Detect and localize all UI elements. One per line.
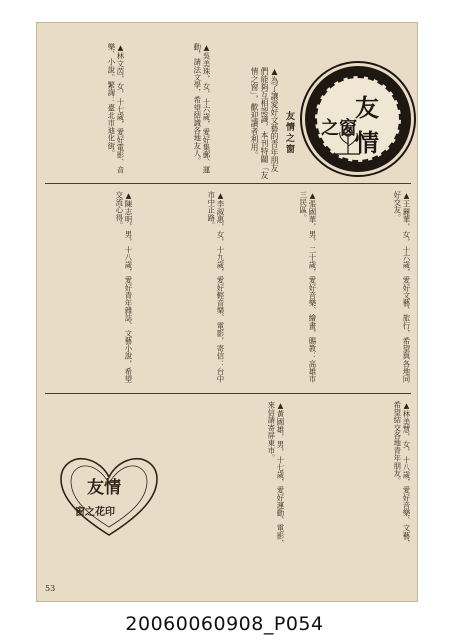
page-number: 53	[45, 584, 56, 593]
intro-text: ▲為了讓愛好文藝的青年朋友們能夠互相認識，本刊特闢「友情之窗」，歡迎讀者利用。	[250, 67, 279, 179]
emblem-inner	[315, 76, 401, 162]
listing-column: ▲陳志明，男，十八歲，愛好青年雜誌、文藝小說，希望交流心得。	[114, 191, 133, 383]
listing-column: ▲王麗華，女，十六歲，愛好文藝、旅行，希望與各地同好交友。	[392, 191, 411, 383]
flower-icon	[331, 124, 365, 156]
listing-column: ▲吳美珠，女，十六歲，愛好集郵、運動，請法文學，希望結識各地友人。	[192, 43, 211, 174]
friendship-window-emblem	[302, 63, 414, 175]
listing-column: ▲林文苬，女，十七歲，愛好電影、音樂、小說。繁諊：臺北市迪化街。	[106, 43, 125, 174]
section-divider-1	[45, 183, 411, 184]
magazine-page	[36, 22, 418, 602]
listing-column: ▲李淑惠，女，十九歲，愛好輕音樂、電影，寄信：台中市中正路。	[206, 191, 225, 383]
section-divider-2	[45, 393, 411, 394]
listing-column: ▲林美慧，女，十八歲，愛好音樂、文藝，希望結交各地青年朋友。	[392, 401, 411, 547]
listing-column: ▲張國華，男，二十歲，愛好音樂、繪畫，賜教：高雄市三民區。	[298, 191, 317, 383]
archive-caption: 20060060908_P054	[125, 613, 324, 635]
emblem-title-line2: 之窗	[321, 118, 357, 139]
friendship-stamp	[57, 455, 161, 539]
stamp-label-bottom: 窗之花印	[75, 507, 115, 518]
emblem-title-line1: 友情	[355, 93, 379, 157]
intro-heading: 友情之窗	[284, 111, 294, 155]
listing-column: ▲黃國雄，男，十七歲，愛好運動、電影，來信請寄屏東市。	[266, 401, 285, 547]
stamp-label-top: 友情	[87, 478, 121, 498]
